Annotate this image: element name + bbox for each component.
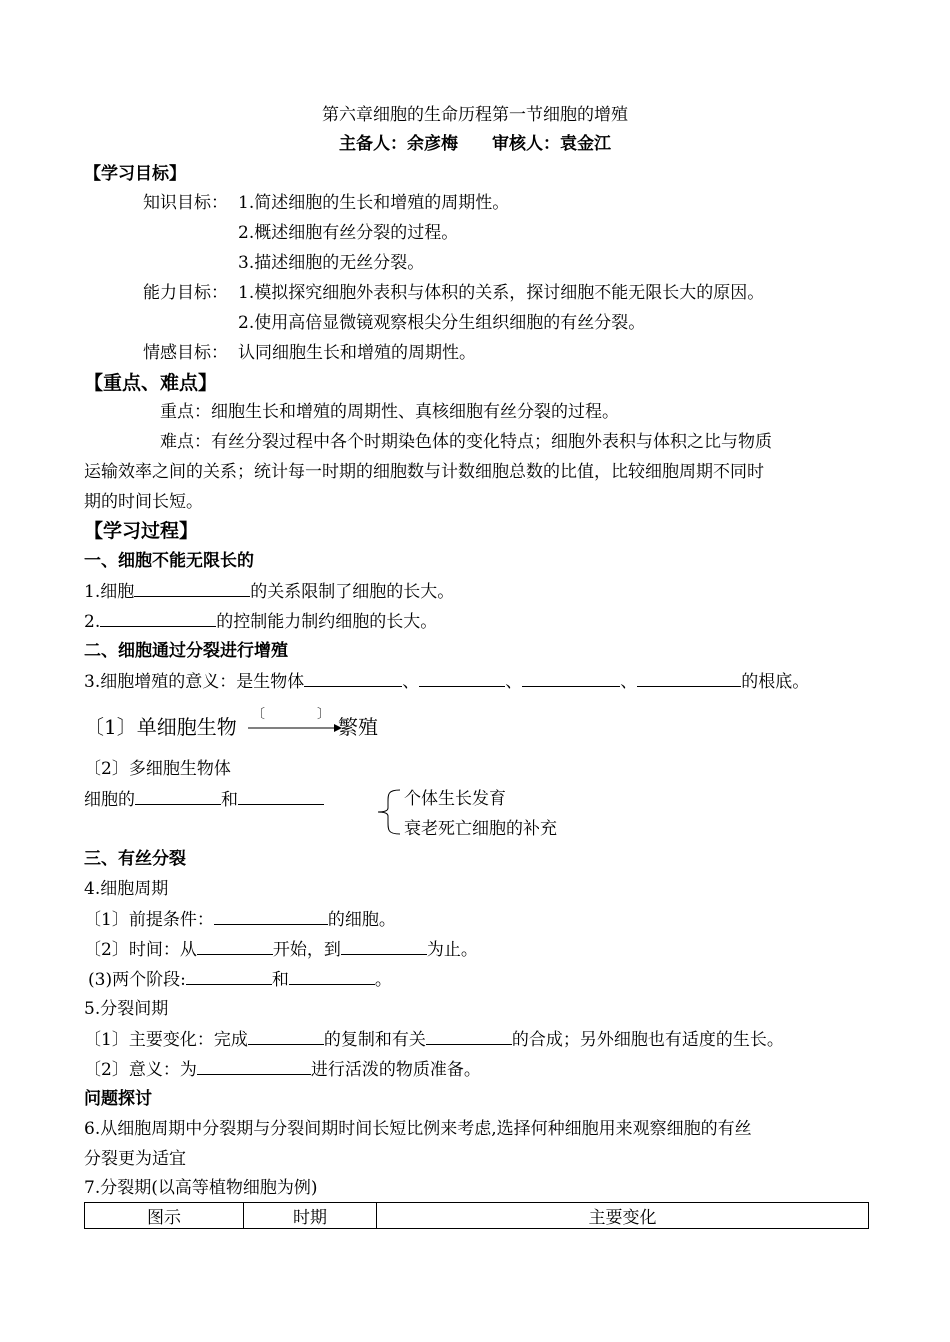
- question-4: 4.细胞周期: [84, 879, 169, 899]
- q5-1-text: 〔1〕主要变化：完成: [84, 1030, 248, 1050]
- q2-text: 的控制能力制约细胞的长大。: [216, 612, 438, 632]
- table-header-cell: 时期: [244, 1203, 377, 1229]
- fill-blank[interactable]: [426, 1028, 512, 1045]
- q4-3-line: [88, 968, 392, 991]
- q3-2-text: 和: [221, 790, 238, 810]
- fill-blank[interactable]: [186, 968, 272, 985]
- fill-blank[interactable]: [100, 610, 216, 627]
- fill-blank[interactable]: [304, 670, 402, 687]
- question-5: 5.分裂间期: [84, 999, 169, 1019]
- q3-2-line: [84, 788, 324, 811]
- question-7: 7.分裂期(以高等植物细胞为例): [84, 1178, 318, 1198]
- phase-table: [84, 1202, 869, 1229]
- fill-blank[interactable]: [248, 1028, 324, 1045]
- q4-1-text: 〔1〕前提条件：: [84, 910, 214, 930]
- knowledge-item: 1.简述细胞的生长和增殖的周期性。: [238, 193, 510, 213]
- q5-1-text: 的复制和有关: [323, 1030, 426, 1050]
- fill-blank[interactable]: [134, 580, 250, 597]
- q4-2-text: 为止。: [426, 940, 478, 960]
- document-title: 第六章细胞的生命历程第一节细胞的增殖: [322, 105, 628, 125]
- brace-icon: [376, 788, 402, 836]
- fill-blank[interactable]: [289, 968, 375, 985]
- q4-1-line: [84, 908, 396, 931]
- fill-blank[interactable]: [238, 788, 324, 805]
- fill-blank[interactable]: [637, 670, 741, 687]
- authors-line: 主备人：余彦梅 审核人：袁金江: [339, 134, 611, 154]
- fill-blank[interactable]: [341, 938, 427, 955]
- q4-3-text: 。: [374, 970, 392, 990]
- difficult-point-cont: 期的时间长短。: [84, 492, 203, 512]
- question-6-cont: 分裂更为适宜: [84, 1149, 186, 1169]
- fill-blank[interactable]: [214, 908, 328, 925]
- ability-item: 2.使用高倍显微镜观察根尖分生组织细胞的有丝分裂。: [238, 313, 646, 333]
- objectives-heading: 【学习目标】: [84, 164, 186, 184]
- q4-2-text: 开始，到: [272, 940, 341, 960]
- section-heading: 三、有丝分裂: [84, 849, 186, 869]
- fill-blank[interactable]: [419, 670, 505, 687]
- q1-text: 的关系限制了细胞的长大。: [250, 582, 455, 602]
- q3-1-text: 繁殖: [338, 715, 378, 739]
- knowledge-item: 2.概述细胞有丝分裂的过程。: [238, 223, 459, 243]
- discussion-heading: 问题探讨: [84, 1089, 152, 1109]
- q4-3-text: 和: [271, 970, 289, 990]
- arrow-icon: [248, 722, 344, 734]
- table-header-row: [85, 1203, 869, 1229]
- branch-label: 个体生长发育: [404, 789, 506, 809]
- separator: 、: [620, 672, 638, 692]
- knowledge-item: 3.描述细胞的无丝分裂。: [238, 253, 425, 273]
- branch-label: 衰老死亡细胞的补充: [404, 819, 557, 839]
- q3-text: 3.细胞增殖的意义：是生物体: [84, 672, 305, 692]
- q5-2-text: 进行活泼的物质准备。: [310, 1060, 481, 1080]
- q5-2-text: 〔2〕意义：为: [84, 1060, 197, 1080]
- section-heading: 一、细胞不能无限长的: [84, 551, 254, 571]
- q4-3-text: (3)两个阶段:: [88, 970, 186, 990]
- separator: 、: [505, 672, 523, 692]
- key-point: 重点：细胞生长和增殖的周期性、真核细胞有丝分裂的过程。: [160, 402, 619, 422]
- process-heading: 【学习过程】: [84, 520, 199, 542]
- ability-item: 1.模拟探究细胞外表积与体积的关系，探讨细胞不能无限长大的原因。: [238, 283, 765, 303]
- q5-2-line: [84, 1058, 481, 1081]
- ability-label: 能力目标：: [143, 283, 228, 303]
- q1-text: 1.细胞: [84, 582, 135, 602]
- fill-blank[interactable]: [135, 788, 221, 805]
- q4-2-line: [84, 938, 478, 961]
- q3-1-text: 〔1〕单细胞生物: [84, 715, 237, 739]
- fill-blank[interactable]: [197, 938, 273, 955]
- keypoints-heading: 【重点、难点】: [84, 372, 218, 394]
- q3-text: 的根底。: [741, 672, 810, 692]
- question-1: [84, 580, 454, 603]
- q3-2-text: 细胞的: [84, 790, 135, 810]
- emotion-item: 认同细胞生长和增殖的周期性。: [238, 343, 476, 363]
- emotion-label: 情感目标：: [143, 343, 228, 363]
- q5-1-line: [84, 1028, 784, 1051]
- q5-1-text: 的合成；另外细胞也有适度的生长。: [511, 1030, 784, 1050]
- difficult-point-cont: 运输效率之间的关系；统计每一时期的细胞数与计数细胞总数的比值，比较细胞周期不同时: [84, 462, 764, 482]
- q4-2-text: 〔2〕时间：从: [84, 940, 197, 960]
- q3-2-text: 〔2〕多细胞生物体: [84, 759, 231, 779]
- q4-1-text: 的细胞。: [327, 910, 396, 930]
- q3-1-paren: 〔 〕: [252, 707, 331, 722]
- fill-blank[interactable]: [522, 670, 620, 687]
- question-6: 6.从细胞周期中分裂期与分裂间期时间长短比例来考虑,选择何种细胞用来观察细胞的有丝: [84, 1119, 752, 1139]
- fill-blank[interactable]: [197, 1058, 311, 1075]
- q2-text: 2.: [84, 612, 101, 632]
- separator: 、: [402, 672, 420, 692]
- knowledge-label: 知识目标：: [143, 193, 228, 213]
- question-2: [84, 610, 437, 633]
- section-heading: 二、细胞通过分裂进行增殖: [84, 641, 288, 661]
- table-header-cell: 主要变化: [377, 1203, 869, 1229]
- difficult-point: 难点：有丝分裂过程中各个时期染色体的变化特点；细胞外表积与体积之比与物质: [160, 432, 772, 452]
- table-header-cell: 图示: [85, 1203, 244, 1229]
- question-3: [84, 670, 809, 693]
